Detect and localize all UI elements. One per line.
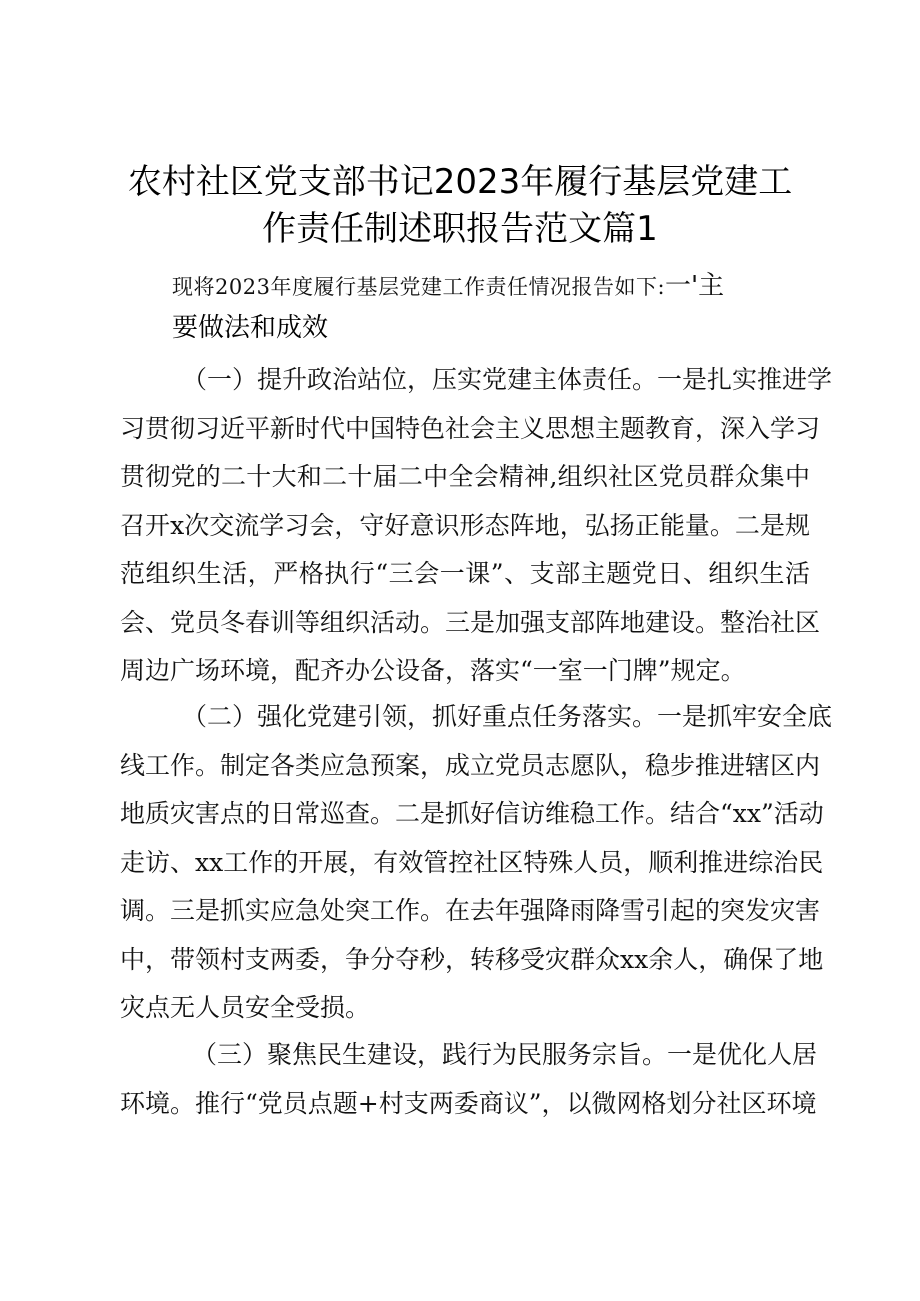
paragraph-line: 中，带领村支两委，争分夺秒，转移受灾群众xx余人，确保了地 — [120, 944, 824, 974]
paragraph-line: 地质灾害点的日常巡查。二是抓好信访维稳工作。结合“xx”活动 — [120, 799, 824, 828]
paragraph-line: 调。三是抓实应急处突工作。在去年强降雨降雪引起的突发灾害 — [120, 896, 821, 925]
paragraph-1 — [120, 356, 833, 696]
paragraph-line: 周边广场环境，配齐办公设备，落实“一室一门牌”规定。 — [120, 656, 746, 685]
paragraph-line: 走访、xx工作的开展，有效管控社区特殊人员，顺利推进综治民 — [120, 847, 824, 877]
document-title-line-1: 农村社区党支部书记2023年履行基层党建工 — [127, 162, 793, 202]
paragraph-line: 范组织生活，严格执行“三会一课”、支部主题党日、组织生活 — [120, 559, 810, 588]
intro-text: 现将2023年度履行基层党建工作责任情况报告如下: — [172, 275, 666, 299]
paragraph-2 — [120, 693, 833, 1033]
paragraph-3 — [120, 1031, 818, 1128]
paragraph-line: 习贯彻习近平新时代中国特色社会主义思想主题教育，深入学习 — [120, 413, 821, 443]
section-heading: 要做法和成效 — [172, 313, 329, 343]
intro-line — [172, 268, 724, 305]
paragraph-line: 召开x次交流学习会，守好意识形态阵地，弘扬正能量。二是规 — [120, 510, 810, 540]
paragraph-line: （三）聚焦民生建设，践行为民服务宗旨。一是优化人居 — [192, 1040, 818, 1069]
document-title-line-2: 作责任制述职报告范文篇1 — [262, 209, 658, 249]
paragraph-line: 会、党员冬春训等组织活动。三是加强支部阵地建设。整治社区 — [120, 607, 821, 637]
paragraph-line: 灾点无人员安全受损。 — [120, 993, 371, 1022]
paragraph-line: 贯彻党的二十大和二十届二中全会精神,组织社区党员群众集中 — [120, 462, 810, 491]
paragraph-line: （一）提升政治站位，压实党建主体责任。一是扎实推进学 — [182, 365, 833, 394]
paragraph-line: 环境。推行“党员点题+村支两委商议”，以微网格划分社区环境 — [120, 1088, 817, 1118]
intro-tail: 一'主 — [665, 271, 725, 301]
paragraph-line: （二）强化党建引领，抓好重点任务落实。一是抓牢安全底 — [182, 702, 833, 731]
paragraph-line: 线工作。制定各类应急预案，成立党员志愿队，稳步推进辖区内 — [120, 750, 821, 780]
